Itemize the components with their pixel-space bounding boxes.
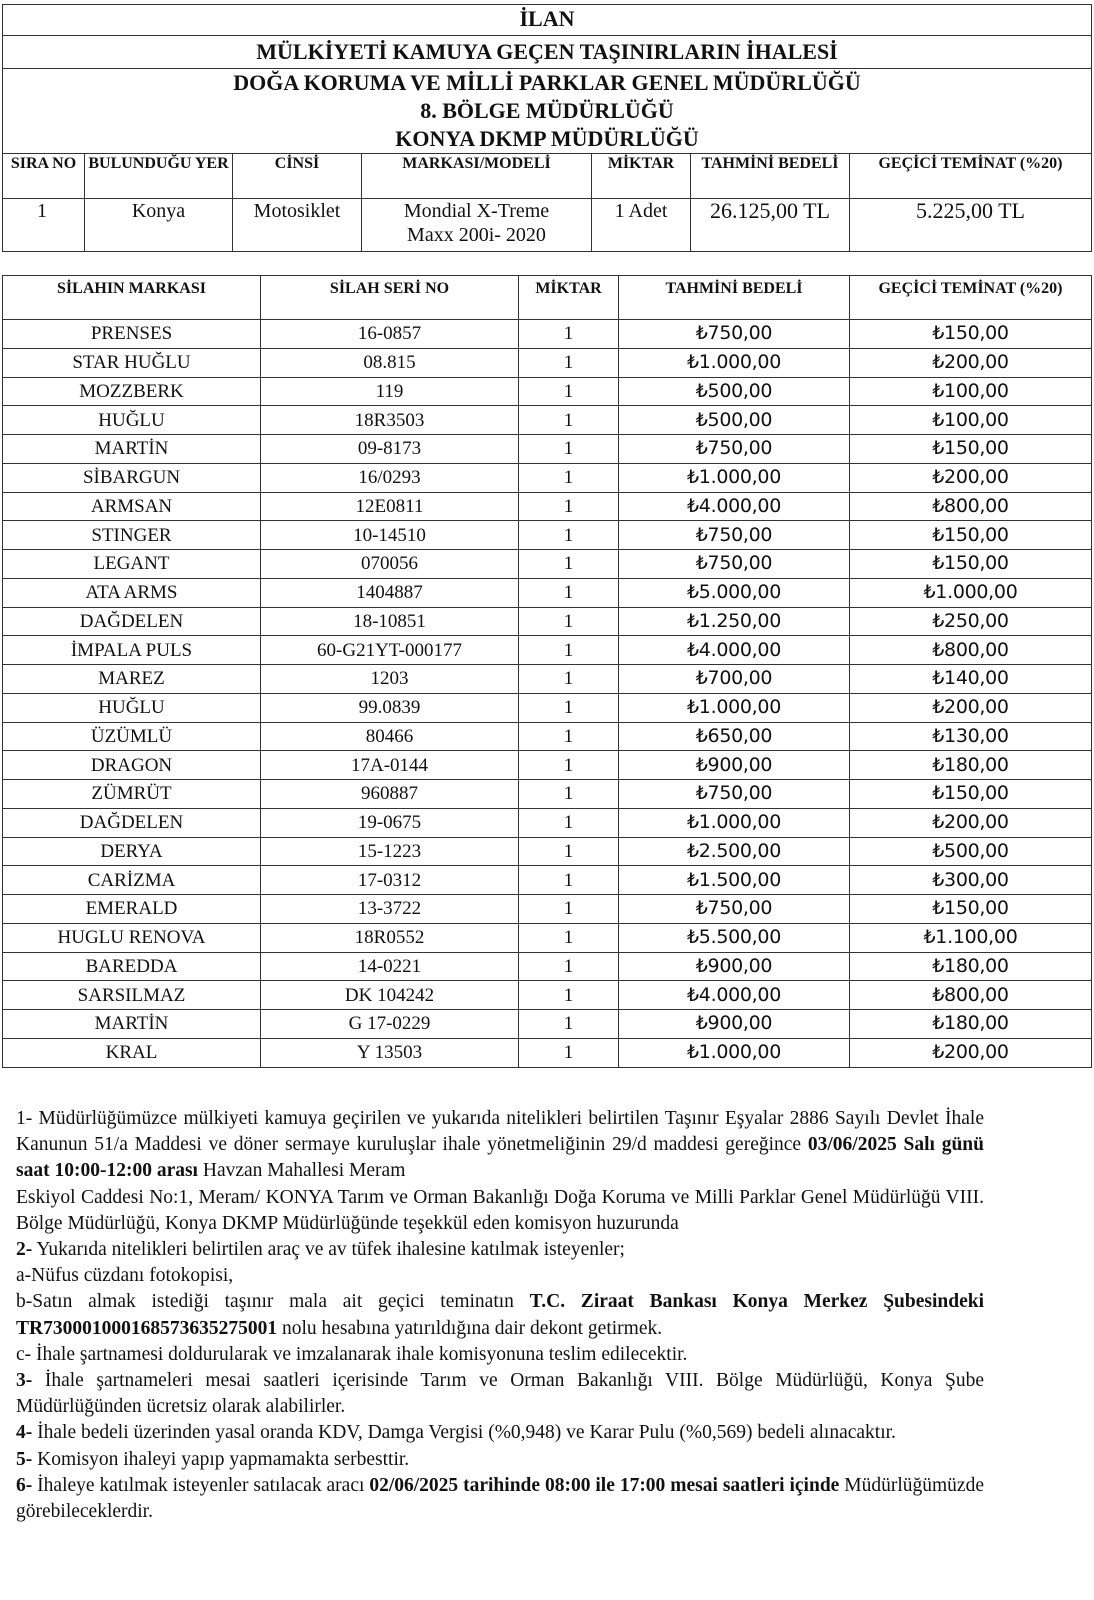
announcement-subtitle: MÜLKİYETİ KAMUYA GEÇEN TAŞINIRLARIN İHALESİ [256,39,838,64]
note-bold: 03/06/2025 Salı günü saat 10:00-12:00 arası [16,1134,984,1182]
note-2c: c- İhale şartnamesi doldurularak ve imzalanarak ihale komisyonuna teslim edilecektir. [16,1343,688,1365]
weapon-seri-cell: 12E0811 [261,492,519,521]
announcement-title: İLAN [519,6,575,31]
note-1-cont: Eskiyol Caddesi No:1, Meram/ KONYA Tarım ve Orman Bakanlığı Doğa Koruma ve Milli Parklar Genel Müdürlüğü VIII. Bölge Müdürlüğü, Konya DKMP Müdürlüğünde teşekkül eden komisyon huzurunda [16,1186,984,1234]
weapon-bedel-cell: ₺1.000,00 [619,693,850,722]
note-text: İhaleye katılmak isteyenler satılacak aracı [32,1474,370,1496]
announcement-notes [16,1106,984,1525]
table-row [3,348,1092,377]
vehicle-model [362,199,592,252]
weapon-bedel-cell: ₺650,00 [619,722,850,751]
note-text: b-Satın almak istediği taşınır mala ait geçici teminatın [16,1291,530,1313]
note-5 [16,1447,984,1473]
weapon-marka-cell: DAĞDELEN [3,808,261,837]
table-row [3,463,1092,492]
note-number: 1- [16,1108,33,1129]
weapon-bedel-cell: ₺5.500,00 [619,923,850,952]
weapon-bedel-cell: ₺1.000,00 [619,1038,850,1067]
weapon-bedel-cell: ₺500,00 [619,377,850,406]
col-header: SIRA NO [3,154,85,199]
weapons-header-row [3,276,1092,320]
note-text: Yukarıda nitelikleri belirtilen araç ve av tüfek ihalesine katılmak isteyenler; [32,1239,625,1261]
col-header: BULUNDUĞU YER [85,154,233,199]
weapon-teminat-cell: ₺1.000,00 [850,578,1092,607]
weapon-miktar-cell: 1 [519,751,619,780]
weapon-seri-cell: 10-14510 [261,521,519,550]
note-4 [16,1420,984,1446]
table-row [3,521,1092,550]
weapon-bedel-cell: ₺4.000,00 [619,636,850,665]
note-text: Havzan Mahallesi Meram [197,1160,406,1182]
weapon-marka-cell: LEGANT [3,550,261,579]
vehicle-row [3,199,1092,252]
weapon-seri-cell: DK 104242 [261,981,519,1010]
weapon-miktar-cell: 1 [519,808,619,837]
weapon-seri-cell: 17A-0144 [261,751,519,780]
weapon-bedel-cell: ₺1.000,00 [619,348,850,377]
note-6 [16,1473,984,1525]
weapon-marka-cell: PRENSES [3,320,261,349]
table-row [3,866,1092,895]
col-header: CİNSİ [233,154,362,199]
table-row [3,693,1092,722]
weapon-marka-cell: MAREZ [3,665,261,694]
table-row [3,550,1092,579]
weapon-marka-cell: MOZZBERK [3,377,261,406]
note-2a: a-Nüfus cüzdanı fotokopisi, [16,1265,234,1287]
weapon-miktar-cell: 1 [519,1038,619,1067]
weapon-teminat-cell: ₺1.100,00 [850,923,1092,952]
vehicle-model-line-2: Maxx 200i- 2020 [407,224,546,246]
weapon-miktar-cell: 1 [519,578,619,607]
weapon-seri-cell: 15-1223 [261,837,519,866]
weapon-marka-cell: DERYA [3,837,261,866]
weapon-seri-cell: 1404887 [261,578,519,607]
title-row [3,5,1092,36]
col-header: SİLAHIN MARKASI [3,276,261,320]
weapon-bedel-cell: ₺900,00 [619,952,850,981]
weapon-bedel-cell: ₺1.000,00 [619,808,850,837]
weapon-miktar-cell: 1 [519,607,619,636]
weapon-teminat-cell: ₺500,00 [850,837,1092,866]
org-line-3: KONYA DKMP MÜDÜRLÜĞÜ [395,126,699,151]
weapon-teminat-cell: ₺200,00 [850,808,1092,837]
table-row [3,837,1092,866]
vehicle-sira: 1 [3,199,85,252]
weapon-teminat-cell: ₺300,00 [850,866,1092,895]
weapon-miktar-cell: 1 [519,665,619,694]
weapon-teminat-cell: ₺800,00 [850,636,1092,665]
weapon-teminat-cell: ₺200,00 [850,693,1092,722]
table-row [3,1038,1092,1067]
table-row [3,780,1092,809]
weapon-bedel-cell: ₺4.000,00 [619,981,850,1010]
weapon-seri-cell: 60-G21YT-000177 [261,636,519,665]
col-header: MİKTAR [519,276,619,320]
table-row [3,607,1092,636]
table-row [3,895,1092,924]
vehicle-yer: Konya [85,199,233,252]
col-header: TAHMİNİ BEDELİ [691,154,850,199]
table-row [3,578,1092,607]
weapon-miktar-cell: 1 [519,492,619,521]
weapon-miktar-cell: 1 [519,693,619,722]
weapon-marka-cell: İMPALA PULS [3,636,261,665]
weapon-miktar-cell: 1 [519,435,619,464]
table-row [3,492,1092,521]
weapon-teminat-cell: ₺140,00 [850,665,1092,694]
weapon-teminat-cell: ₺800,00 [850,492,1092,521]
note-text: Müdürlüğümüzce mülkiyeti kamuya geçirilen ve yukarıda nitelikleri belirtilen Taşınır Eşyalar 2886 Sayılı Devlet İhale Kanunun 51/a Maddesi ve döner sermaye kuruluşlar ihale yönetmeliğinin 29/d maddesi gereğince [16,1108,984,1156]
table-row [3,320,1092,349]
weapon-marka-cell: HUĞLU [3,693,261,722]
weapon-bedel-cell: ₺1.000,00 [619,463,850,492]
weapon-bedel-cell: ₺750,00 [619,550,850,579]
col-header: MİKTAR [592,154,691,199]
weapon-miktar-cell: 1 [519,780,619,809]
weapon-marka-cell: SİBARGUN [3,463,261,492]
weapon-bedel-cell: ₺500,00 [619,406,850,435]
table-row [3,435,1092,464]
note-2 [16,1237,984,1263]
weapon-bedel-cell: ₺2.500,00 [619,837,850,866]
table-row [3,636,1092,665]
weapon-seri-cell: 99.0839 [261,693,519,722]
weapon-marka-cell: CARİZMA [3,866,261,895]
weapon-bedel-cell: ₺750,00 [619,435,850,464]
weapon-bedel-cell: ₺1.500,00 [619,866,850,895]
note-text: İhale bedeli üzerinden yasal oranda KDV, Damga Vergisi (%0,948) ve Karar Pulu (%0,569) bedeli alınacaktır. [32,1422,896,1444]
vehicle-bedel: 26.125,00 TL [691,199,850,252]
subtitle-row [3,36,1092,69]
weapon-seri-cell: 17-0312 [261,866,519,895]
weapon-seri-cell: 18R0552 [261,923,519,952]
weapon-seri-cell: 19-0675 [261,808,519,837]
weapon-marka-cell: STINGER [3,521,261,550]
weapon-miktar-cell: 1 [519,348,619,377]
weapon-seri-cell: 1203 [261,665,519,694]
weapon-miktar-cell: 1 [519,320,619,349]
org-line-1: DOĞA KORUMA VE MİLLİ PARKLAR GENEL MÜDÜRLÜĞÜ [233,70,861,95]
weapon-bedel-cell: ₺1.250,00 [619,607,850,636]
weapon-miktar-cell: 1 [519,895,619,924]
weapon-miktar-cell: 1 [519,636,619,665]
weapon-marka-cell: STAR HUĞLU [3,348,261,377]
org-row [3,69,1092,154]
note-3 [16,1368,984,1420]
weapon-teminat-cell: ₺200,00 [850,1038,1092,1067]
weapon-seri-cell: 16/0293 [261,463,519,492]
weapon-teminat-cell: ₺200,00 [850,463,1092,492]
org-line-2: 8. BÖLGE MÜDÜRLÜĞÜ [420,98,674,123]
col-header: GEÇİCİ TEMİNAT (%20) [850,154,1092,199]
note-number: 4- [16,1422,33,1444]
weapon-seri-cell: 070056 [261,550,519,579]
weapons-table-body [3,320,1092,1068]
table-row [3,722,1092,751]
weapon-miktar-cell: 1 [519,837,619,866]
table-row [3,665,1092,694]
weapon-seri-cell: 18-10851 [261,607,519,636]
weapon-seri-cell: 80466 [261,722,519,751]
vehicle-header-row [3,154,1092,199]
table-row [3,808,1092,837]
weapon-miktar-cell: 1 [519,981,619,1010]
weapon-marka-cell: MARTİN [3,435,261,464]
weapon-miktar-cell: 1 [519,1010,619,1039]
weapon-marka-cell: MARTİN [3,1010,261,1039]
weapons-table [2,275,1092,1068]
table-row [3,751,1092,780]
weapon-seri-cell: G 17-0229 [261,1010,519,1039]
weapon-marka-cell: BAREDDA [3,952,261,981]
weapon-miktar-cell: 1 [519,463,619,492]
note-bold: T.C. Ziraat Bankası Konya Merkez Şubesindeki TR730001000168573635275001 [16,1291,984,1339]
col-header: MARKASI/MODELİ [362,154,592,199]
vehicle-model-line-1: Mondial X-Treme [403,200,550,222]
weapon-bedel-cell: ₺750,00 [619,780,850,809]
vehicle-cinsi: Motosiklet [233,199,362,252]
weapon-teminat-cell: ₺180,00 [850,1010,1092,1039]
weapon-seri-cell: Y 13503 [261,1038,519,1067]
weapon-bedel-cell: ₺900,00 [619,1010,850,1039]
table-row [3,406,1092,435]
vehicle-teminat: 5.225,00 TL [850,199,1092,252]
weapon-teminat-cell: ₺150,00 [850,320,1092,349]
weapon-bedel-cell: ₺750,00 [619,320,850,349]
weapon-marka-cell: KRAL [3,1038,261,1067]
weapon-bedel-cell: ₺5.000,00 [619,578,850,607]
weapon-teminat-cell: ₺150,00 [850,780,1092,809]
weapon-seri-cell: 18R3503 [261,406,519,435]
note-number: 6- [16,1474,33,1496]
weapon-bedel-cell: ₺4.000,00 [619,492,850,521]
weapon-seri-cell: 14-0221 [261,952,519,981]
weapon-teminat-cell: ₺250,00 [850,607,1092,636]
weapon-seri-cell: 08.815 [261,348,519,377]
weapon-marka-cell: ATA ARMS [3,578,261,607]
weapon-seri-cell: 960887 [261,780,519,809]
weapon-bedel-cell: ₺700,00 [619,665,850,694]
weapon-miktar-cell: 1 [519,923,619,952]
weapon-miktar-cell: 1 [519,952,619,981]
vehicle-miktar: 1 Adet [592,199,691,252]
weapon-teminat-cell: ₺100,00 [850,377,1092,406]
weapon-teminat-cell: ₺150,00 [850,895,1092,924]
weapon-miktar-cell: 1 [519,377,619,406]
weapon-seri-cell: 16-0857 [261,320,519,349]
weapon-teminat-cell: ₺800,00 [850,981,1092,1010]
weapon-teminat-cell: ₺200,00 [850,348,1092,377]
weapon-bedel-cell: ₺750,00 [619,521,850,550]
note-text: nolu hesabına yatırıldığına dair dekont getirmek. [277,1317,663,1339]
weapon-teminat-cell: ₺150,00 [850,521,1092,550]
note-text: Komisyon ihaleyi yapıp yapmamakta serbesttir. [32,1448,410,1470]
table-row [3,952,1092,981]
weapon-miktar-cell: 1 [519,406,619,435]
weapon-teminat-cell: ₺100,00 [850,406,1092,435]
table-row [3,377,1092,406]
note-number: 2- [16,1239,33,1261]
weapon-teminat-cell: ₺180,00 [850,751,1092,780]
weapon-marka-cell: ÜZÜMLÜ [3,722,261,751]
weapon-miktar-cell: 1 [519,866,619,895]
col-header: GEÇİCİ TEMİNAT (%20) [850,276,1092,320]
weapon-marka-cell: HUĞLU [3,406,261,435]
note-1 [16,1106,984,1185]
note-number: 3- [16,1370,33,1392]
weapon-bedel-cell: ₺900,00 [619,751,850,780]
weapon-marka-cell: DAĞDELEN [3,607,261,636]
note-bold: 02/06/2025 tarihinde 08:00 ile 17:00 mesai saatleri içinde [369,1474,840,1496]
note-text: Müdürlüğümüzde görebileceklerdir. [16,1474,984,1523]
col-header: SİLAH SERİ NO [261,276,519,320]
weapon-miktar-cell: 1 [519,521,619,550]
vehicle-table [2,4,1092,252]
weapon-marka-cell: EMERALD [3,895,261,924]
weapon-marka-cell: DRAGON [3,751,261,780]
weapon-marka-cell: SARSILMAZ [3,981,261,1010]
note-text: İhale şartnameleri mesai saatleri içerisinde Tarım ve Orman Bakanlığı VIII. Bölge Müdürlüğü, Konya Şube Müdürlüğünden ücretsiz olarak alabilirler. [16,1370,984,1418]
note-number: 5- [16,1448,33,1470]
weapon-teminat-cell: ₺180,00 [850,952,1092,981]
table-row [3,1010,1092,1039]
weapon-teminat-cell: ₺130,00 [850,722,1092,751]
weapon-marka-cell: ZÜMRÜT [3,780,261,809]
col-header: TAHMİNİ BEDELİ [619,276,850,320]
weapon-bedel-cell: ₺750,00 [619,895,850,924]
weapon-seri-cell: 119 [261,377,519,406]
weapon-seri-cell: 13-3722 [261,895,519,924]
weapon-miktar-cell: 1 [519,722,619,751]
weapon-miktar-cell: 1 [519,550,619,579]
weapon-teminat-cell: ₺150,00 [850,435,1092,464]
weapon-marka-cell: ARMSAN [3,492,261,521]
note-2b [16,1289,984,1341]
table-row [3,923,1092,952]
weapon-marka-cell: HUGLU RENOVA [3,923,261,952]
weapon-seri-cell: 09-8173 [261,435,519,464]
weapon-teminat-cell: ₺150,00 [850,550,1092,579]
table-row [3,981,1092,1010]
